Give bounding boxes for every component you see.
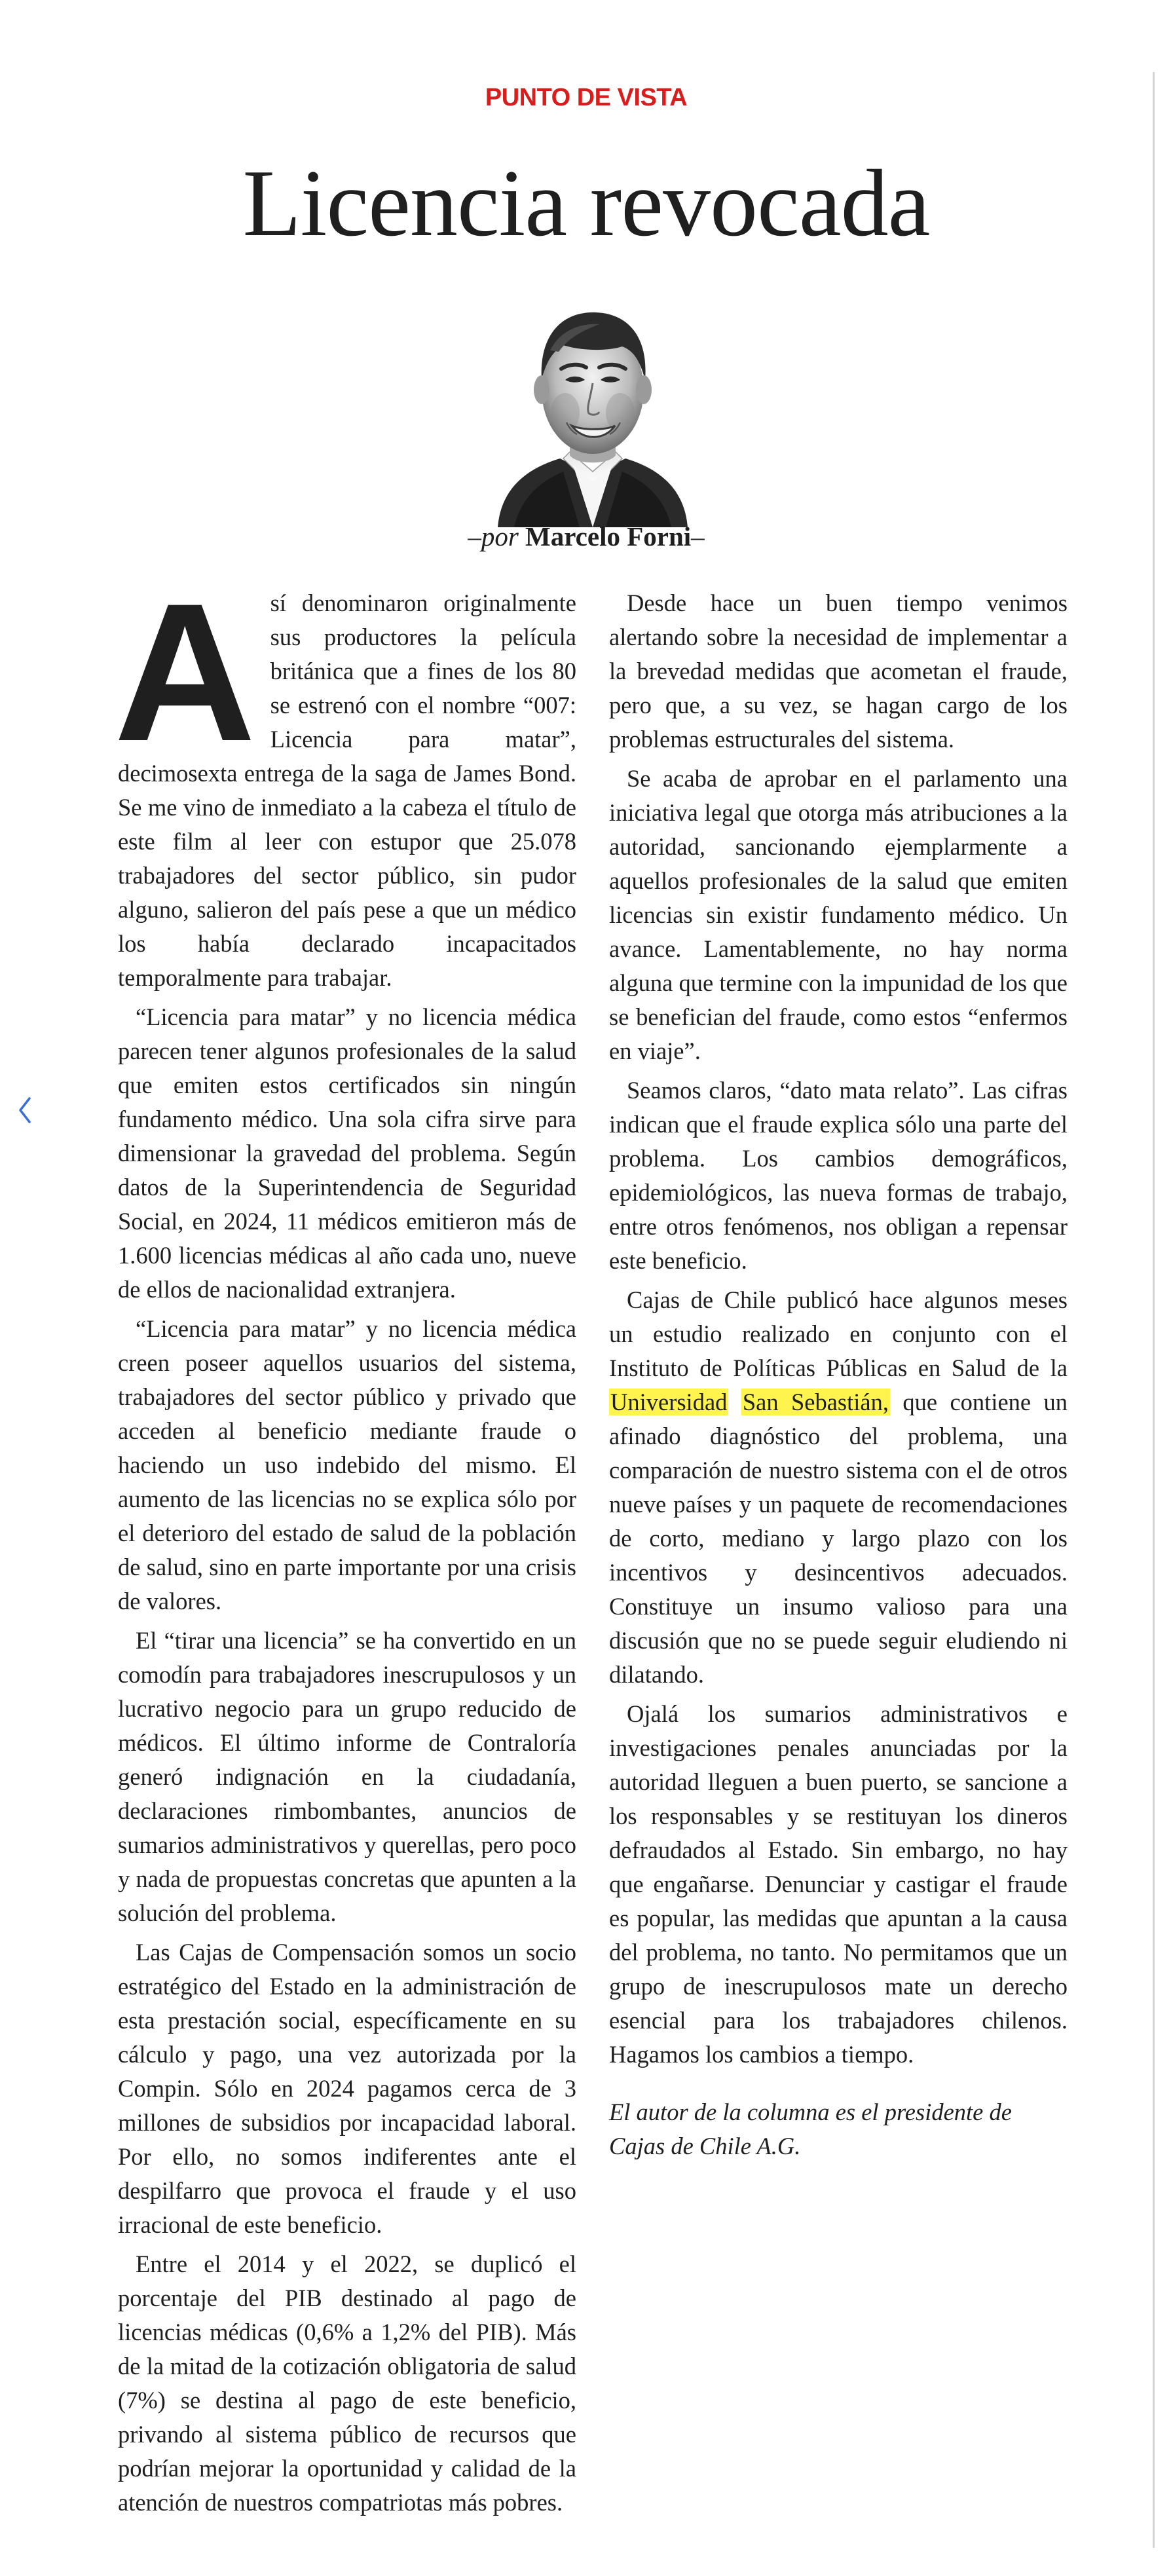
article-paragraph-10 [609, 1283, 1068, 1692]
byline-prefix: –por [468, 521, 526, 551]
article-paragraph-6: Entre el 2014 y el 2022, se duplicó el porcentaje del PIB destinado al pago de licencias médicas (0,6% a 1,2% del PIB). Más de la mitad de la cotización obligatoria de salud (7%) se destina al pago de este beneficio, privando al sistema público de recursos que podrían mejorar la oportunidad y calidad de la atención de nuestros compatriotas más pobres. [118, 2250, 576, 2516]
article-column-left [114, 562, 576, 2525]
article-paragraph-5: Las Cajas de Compensación somos un socio estratégico del Estado en la administración de esta prestación social, específicamente en su cálculo y pago, una vez autorizada por la Compin. Sólo en 2024 pagamos cerca de 3 millones de subsidios por incapacidad laboral. Por ello, no somos indiferentes ante el despilfarro que provoca el fraude y el uso irracional de este beneficio. [118, 1939, 576, 2238]
article-column-right [609, 586, 1068, 2169]
section-label: PUNTO DE VISTA [485, 84, 688, 111]
drop-cap: A [114, 562, 256, 782]
article-paragraph-1 [114, 562, 576, 995]
author-portrait [488, 291, 697, 527]
article-paragraph-11: Ojalá los sumarios administrativos e investigaciones penales anunciadas por la autoridad lleguen a buen puerto, se sancione a los responsables y se restituyan los dineros defraudados al Estado. Sin embargo, no hay que engañarse. Denunciar y castigar el fraude es popular, las medidas que apuntan a la causa del problema, no tanto. No permitamos que un grupo de inescrupulosos mate un derecho esencial para los trabajadores chilenos. Hagamos los cambios a tiempo. [609, 1700, 1068, 2068]
article-paragraph-9: Seamos claros, “dato mata relato”. Las cifras indican que el fraude explica sólo una parte del problema. Los cambios demográficos, epidemiológicos, las nueva formas de trabajo, entre otros fenómenos, nos obligan a repensar este beneficio. [609, 1077, 1068, 1274]
byline-suffix: – [691, 521, 705, 551]
highlight-san-sebastian[interactable]: San Sebastián, [742, 1389, 889, 1415]
byline [0, 521, 1171, 552]
article-paragraph-8: Se acaba de aprobar en el parlamento una iniciativa legal que otorga más atribuciones a la autoridad, sancionando ejemplarmente a aquellos profesionales de la salud que emiten licencias sin existir fundamento médico. Un avance. Lamentablemente, no hay norma alguna que termine con la impunidad de los que se benefician del fraude, como estos “enfermos en viaje”. [609, 765, 1068, 1064]
author-footnote: El autor de la columna es el presidente de Cajas de Chile A.G. [609, 2099, 1012, 2159]
page-edge-rule [1153, 72, 1155, 2548]
chevron-left-icon[interactable] [12, 1091, 38, 1130]
headline: Licencia revocada [242, 150, 930, 256]
article-paragraph-3: “Licencia para matar” y no licencia médica creen poseer aquellos usuarios del sistema, trabajadores del sector público y privado que acceden al beneficio mediante fraude o haciendo un uso indebido del mismo. El aumento de las licencias no se explica sólo por el deterioro del estado de salud de la población de salud, sino en parte importante por una crisis de valores. [118, 1315, 576, 1615]
article-paragraph-2: “Licencia para matar” y no licencia médica parecen tener algunos profesionales de la salud que emiten estos certificados sin ningún fundamento médico. Una sola cifra sirve para dimensionar la gravedad del problema. Según datos de la Superintendencia de Seguridad Social, en 2024, 11 médicos emitieron más de 1.600 licencias médicas al año cada uno, nueve de ellos de nacionalidad extranjera. [118, 1003, 576, 1303]
article-paragraph-7: Desde hace un buen tiempo venimos alertando sobre la necesidad de implementar a la brevedad medidas que acometan el fraude, pero que, a su vez, se hagan cargo de los problemas estructurales del sistema. [609, 589, 1068, 753]
article-paragraph-4: El “tirar una licencia” se ha convertido en un comodín para trabajadores inescrupulosos y un lucrativo negocio para un grupo reducido de médicos. El último informe de Contraloría generó indignación en la ciudadanía, declaraciones rimbombantes, anuncios de sumarios administrativos y querellas, pero poco y nada de propuestas concretas que apunten a la solución del problema. [118, 1627, 576, 1926]
byline-author: Marcelo Forni [525, 521, 692, 551]
paragraph-10-tail: que contiene un afinado diagnóstico del problema, una comparación de nuestro sistema con el de otros nueve países y un paquete de recomendaciones de corto, mediano y largo plazo con los incentivos y desincentivos adecuados. Constituye un insumo valioso para una discusión que no se puede seguir eludiendo ni dilatando. [609, 1389, 1068, 1688]
highlight-universidad[interactable]: Universidad [610, 1389, 728, 1415]
paragraph-1-text: sí denominaron originalmente sus productores la película británica que a fines de los 80 se estrenó con el nombre “007: Licencia para matar”, decimosexta entrega de la saga de James Bond. Se me vino de inmediato a la cabeza el título de este film al leer con estupor que 25.078 trabajadores del sector público, sin pudor alguno, salieron del país pese a que un médico los había declarado incapacitados temporalmente para trabajar. [118, 589, 576, 991]
paragraph-10-lead: Cajas de Chile publicó hace algunos meses un estudio realizado en conjunto con el Instituto de Políticas Públicas en Salud de la [609, 1286, 1068, 1381]
